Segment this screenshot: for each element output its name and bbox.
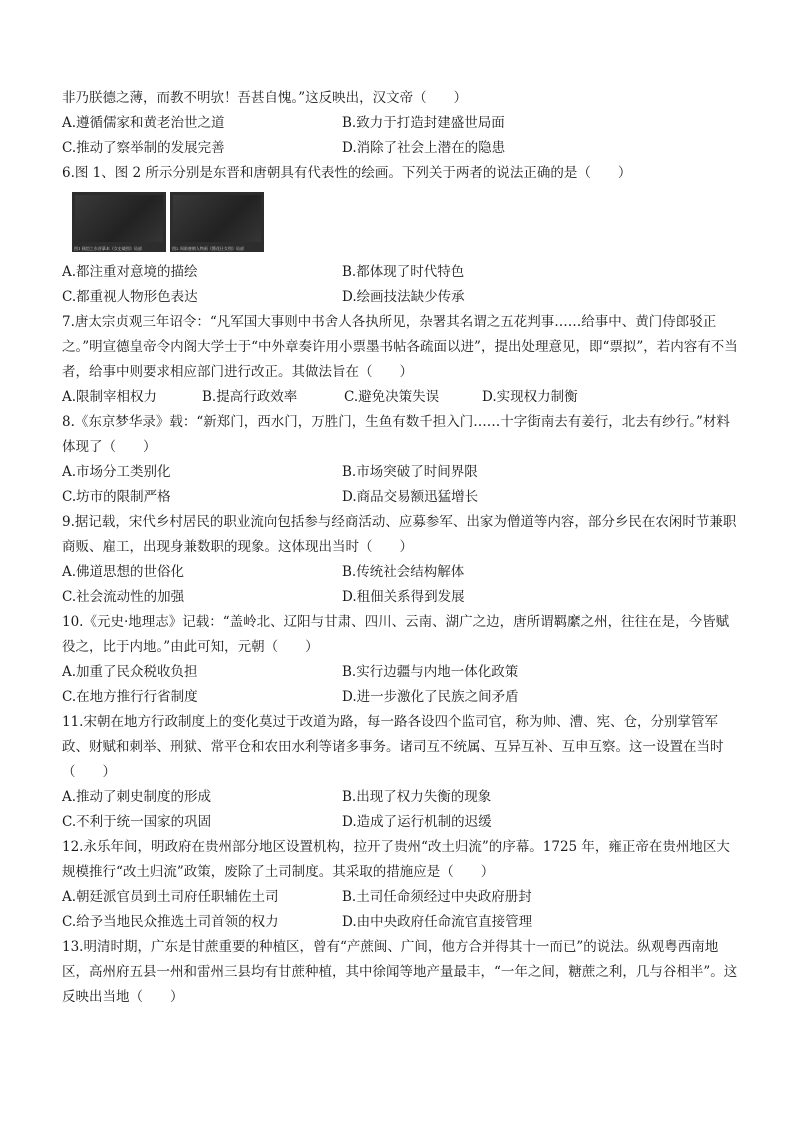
q9-option-c[interactable]: C.社会流动性的加强 bbox=[62, 589, 185, 605]
q12-option-c[interactable]: C.给予当地民众推选土司首领的权力 bbox=[62, 914, 279, 930]
q9-option-a[interactable]: A.佛道思想的世俗化 bbox=[62, 564, 185, 580]
q5-option-a[interactable]: A.遵循儒家和黄老治世之道 bbox=[62, 115, 225, 131]
q8-options-row-2 bbox=[62, 485, 742, 510]
q8-option-c[interactable]: C.坊市的限制严格 bbox=[62, 489, 171, 505]
figure-1-caption: 图1 顾恺之东晋摹本《女史箴图》局部 bbox=[74, 246, 142, 251]
q10-option-d[interactable]: D.进一步激化了民族之间矛盾 bbox=[342, 689, 519, 705]
q7-option-d[interactable]: D.实现权力制衡 bbox=[482, 389, 578, 405]
q6-options-row-1 bbox=[62, 260, 742, 285]
q11-options-row-1 bbox=[62, 785, 742, 810]
q5-option-c[interactable]: C.推动了察举制的发展完善 bbox=[62, 140, 225, 156]
q6-options-row-2 bbox=[62, 285, 742, 310]
q12-options-row-1 bbox=[62, 885, 742, 910]
q11-option-a[interactable]: A.推动了刺史制度的形成 bbox=[62, 789, 212, 805]
q10-option-b[interactable]: B.实行边疆与内地一体化政策 bbox=[342, 664, 519, 680]
q10-options-row-1 bbox=[62, 660, 742, 685]
q12-option-d[interactable]: D.由中央政府任命流官直接管理 bbox=[342, 914, 533, 930]
q11-options-row-2 bbox=[62, 810, 742, 835]
figure-2-image bbox=[170, 192, 264, 252]
q7-stem: 7.唐太宗贞观三年诏令：“凡军国大事则中书舍人各执所见，杂署其名谓之五花判事……给事中、黄门侍郎驳正之。”明宣德皇帝令内阁大学士于“中外章奏许用小票墨书帖各疏面以进”，提出处理意见，即“票拟”，若内容有不当者，给事中则要求相应部门进行改正。其做法旨在（ ） bbox=[62, 314, 738, 380]
q6-option-c[interactable]: C.都重视人物形色表达 bbox=[62, 289, 198, 305]
q8-stem: 8.《东京梦华录》载：“新郑门，西水门，万胜门，生鱼有数千担入门……十字街南去有姜行，北去有纱行。”材料体现了（ ） bbox=[62, 414, 730, 455]
q13-stem: 13.明清时期，广东是甘蔗重要的种植区，曾有“产蔗闽、广间，他方合并得其十一而已”的说法。纵观粤西南地区，高州府五县一州和雷州三县均有甘蔗种植，其中徐闻等地产量最丰，“一年之间，糖蔗之利，几与谷相半”。这反映出当地（ ） bbox=[62, 939, 738, 1005]
q8-option-a[interactable]: A.市场分工类别化 bbox=[62, 464, 171, 480]
q11-option-c[interactable]: C.不利于统一国家的巩固 bbox=[62, 814, 212, 830]
q8-option-b[interactable]: B.市场突破了时间界限 bbox=[342, 464, 478, 480]
q5-options-row-2 bbox=[62, 136, 742, 161]
q11-option-d[interactable]: D.造成了运行机制的迟缓 bbox=[342, 814, 492, 830]
q9-stem: 9.据记载，宋代乡村居民的职业流向包括参与经商活动、应募参军、出家为僧道等内容，部分乡民在农闲时节兼职商贩、雇工，出现身兼数职的现象。这体现出当时（ ） bbox=[62, 514, 737, 555]
q6-option-d[interactable]: D.绘画技法缺少传承 bbox=[342, 289, 465, 305]
q8-options-row-1 bbox=[62, 460, 742, 485]
q9-options-row-2 bbox=[62, 585, 742, 610]
q9-option-b[interactable]: B.传统社会结构解体 bbox=[342, 564, 465, 580]
q6-figures bbox=[72, 192, 742, 252]
q6-option-a[interactable]: A.都注重对意境的描绘 bbox=[62, 264, 198, 280]
figure-1-image bbox=[72, 192, 166, 252]
q5-stem-tail: 非乃朕德之薄，而教不明欤！吾甚自愧。”这反映出，汉文帝（ ） bbox=[62, 90, 468, 106]
q7-option-b[interactable]: B.提高行政效率 bbox=[202, 389, 298, 405]
q5-options-row-1 bbox=[62, 111, 742, 136]
q10-option-a[interactable]: A.加重了民众税收负担 bbox=[62, 664, 198, 680]
q9-option-d[interactable]: D.租佃关系得到发展 bbox=[342, 589, 465, 605]
q7-option-a[interactable]: A.限制宰相权力 bbox=[62, 389, 158, 405]
q12-options-row-2 bbox=[62, 910, 742, 935]
q7-option-c[interactable]: C.避免决策失误 bbox=[344, 389, 440, 405]
q12-option-a[interactable]: A.朝廷派官员到土司府任职辅佐土司 bbox=[62, 889, 279, 905]
figure-2-caption: 图2 周昉唐朝人物画《簪花仕女图》局部 bbox=[172, 246, 244, 251]
q6-stem: 6.图 1、图 2 所示分别是东晋和唐朝具有代表性的绘画。下列关于两者的说法正确的是（ ） bbox=[62, 165, 632, 181]
q12-stem: 12.永乐年间，明政府在贵州部分地区设置机构，拉开了贵州“改土归流”的序幕。1725 年，雍正帝在贵州地区大规模推行“改土归流”政策，废除了土司制度。其采取的措施应是（ ） bbox=[62, 839, 730, 880]
q5-option-b[interactable]: B.致力于打造封建盛世局面 bbox=[342, 115, 505, 131]
q12-option-b[interactable]: B.土司任命须经过中央政府册封 bbox=[342, 889, 532, 905]
q9-options-row-1 bbox=[62, 560, 742, 585]
q11-stem: 11.宋朝在地方行政制度上的变化莫过于改道为路，每一路各设四个监司官，称为帅、漕、宪、仓，分别掌管军政、财赋和刺举、刑狱、常平仓和农田水利等诸多事务。诸司互不统属、互异互补、互申互察。这一设置在当时（ ） bbox=[62, 714, 724, 780]
q10-option-c[interactable]: C.在地方推行行省制度 bbox=[62, 689, 198, 705]
q8-option-d[interactable]: D.商品交易额迅猛增长 bbox=[342, 489, 479, 505]
q11-option-b[interactable]: B.出现了权力失衡的现象 bbox=[342, 789, 492, 805]
figure-2-painting bbox=[173, 195, 261, 242]
figure-1-painting bbox=[75, 195, 163, 242]
exam-page bbox=[62, 86, 742, 1010]
q10-options-row-2 bbox=[62, 685, 742, 710]
q10-stem: 10.《元史·地理志》记载：“盖岭北、辽阳与甘肃、四川、云南、湖广之边，唐所谓羁縻之州，往往在是，今皆赋役之，比于内地。”由此可知，元朝（ ） bbox=[62, 614, 730, 655]
q5-option-d[interactable]: D.消除了社会上潜在的隐患 bbox=[342, 140, 506, 156]
q7-options-row bbox=[62, 385, 742, 410]
q6-option-b[interactable]: B.都体现了时代特色 bbox=[342, 264, 465, 280]
